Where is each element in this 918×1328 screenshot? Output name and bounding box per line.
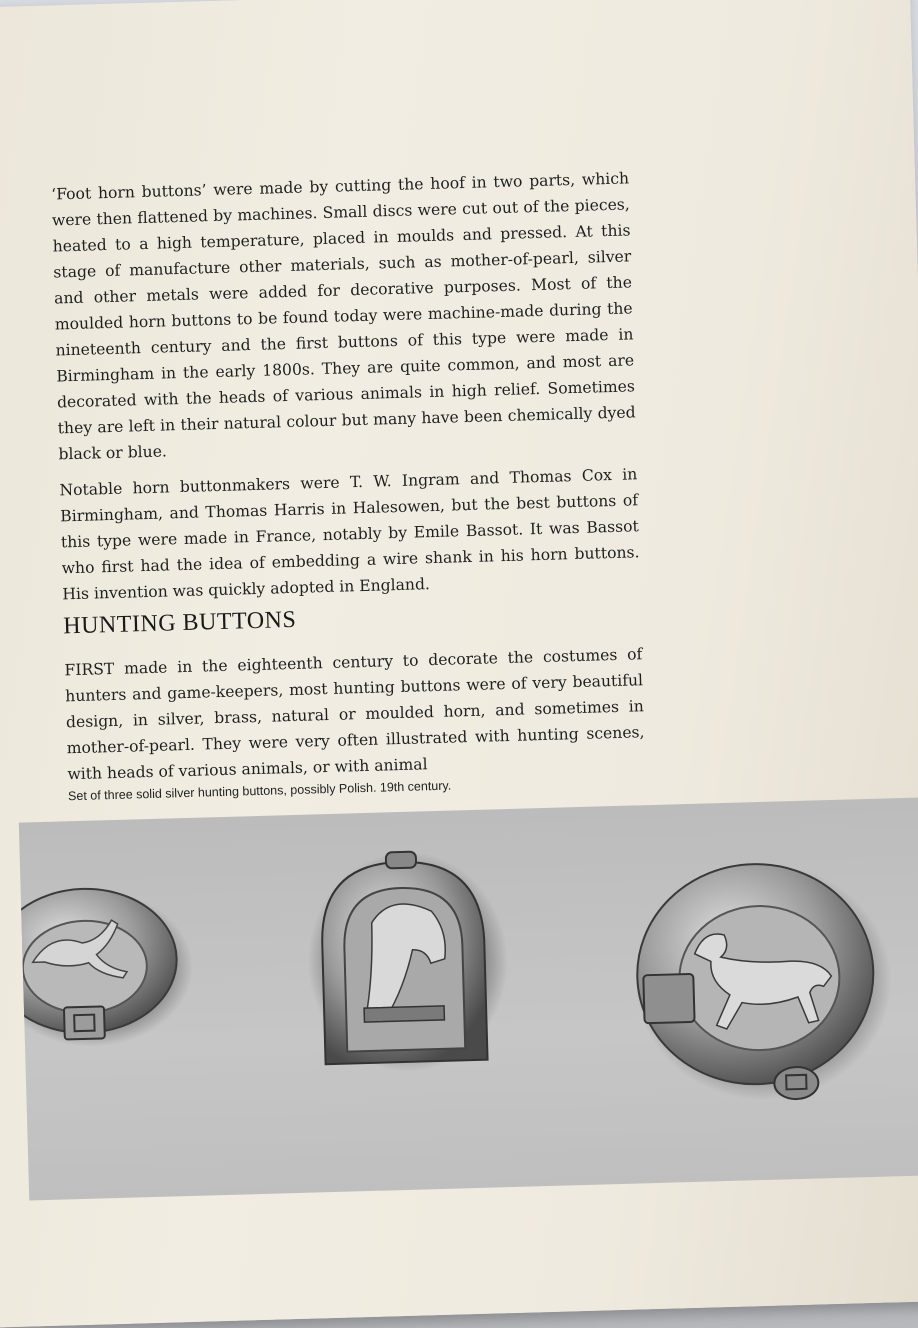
strap-end [643, 974, 694, 1023]
paragraph-buttonmakers: Notable horn buttonmakers were T. W. Ingram and Thomas Cox in Birmingham, and Thomas Harris in Halesowen, but the best buttons of this type were made in France, notably by Emile Bassot. It was Bassot who first had the idea of embedding a wire shank in his horn buttons. His invention was quickly adopted in England. [59, 465, 640, 604]
paragraph-foot-horn-buttons: ‘Foot horn buttons’ were made by cutting the hoof in two parts, which were then flattened by machines. Small discs were cut out of the pieces, heated to a high temperature, placed in moulds and pressed. At this stage of manufacture other materials, such as mother-of-pearl, silver and other metals were added for decorative purposes. Most of the moulded horn buttons to be found today were machine-made during the nineteenth century and the first buttons of this type were made in Birmingham in the early 1800s. They are quite common, and most are decorated with the heads of various animals in high relief. Sometimes they are left in their natural colour but many have been chemically dyed black or blue. [50, 169, 636, 464]
photo-hunting-buttons [19, 797, 918, 1201]
button-horse-stirrup [305, 849, 511, 1074]
button-goat [632, 860, 894, 1103]
paragraph-hunting-buttons: FIRST made in the eighteenth century to decorate the costumes of hunters and game-keepers, most hunting buttons were of very beautiful design, in silver, brass, natural or moulded horn, and sometimes in mother-of-pearl. They were very often illustrated with hunting scenes, with heads of various animals, or with animal [64, 645, 645, 784]
buckle [64, 1006, 105, 1039]
saddle-bar [364, 1006, 444, 1022]
photo-caption: Set of three solid silver hunting buttons, possibly Polish. 19th century. [67, 778, 452, 804]
button-hound [19, 886, 195, 1050]
section-heading-hunting-buttons: HUNTING BUTTONS [62, 606, 297, 640]
stirrup-loop [386, 852, 416, 869]
buckle-right [774, 1066, 819, 1099]
